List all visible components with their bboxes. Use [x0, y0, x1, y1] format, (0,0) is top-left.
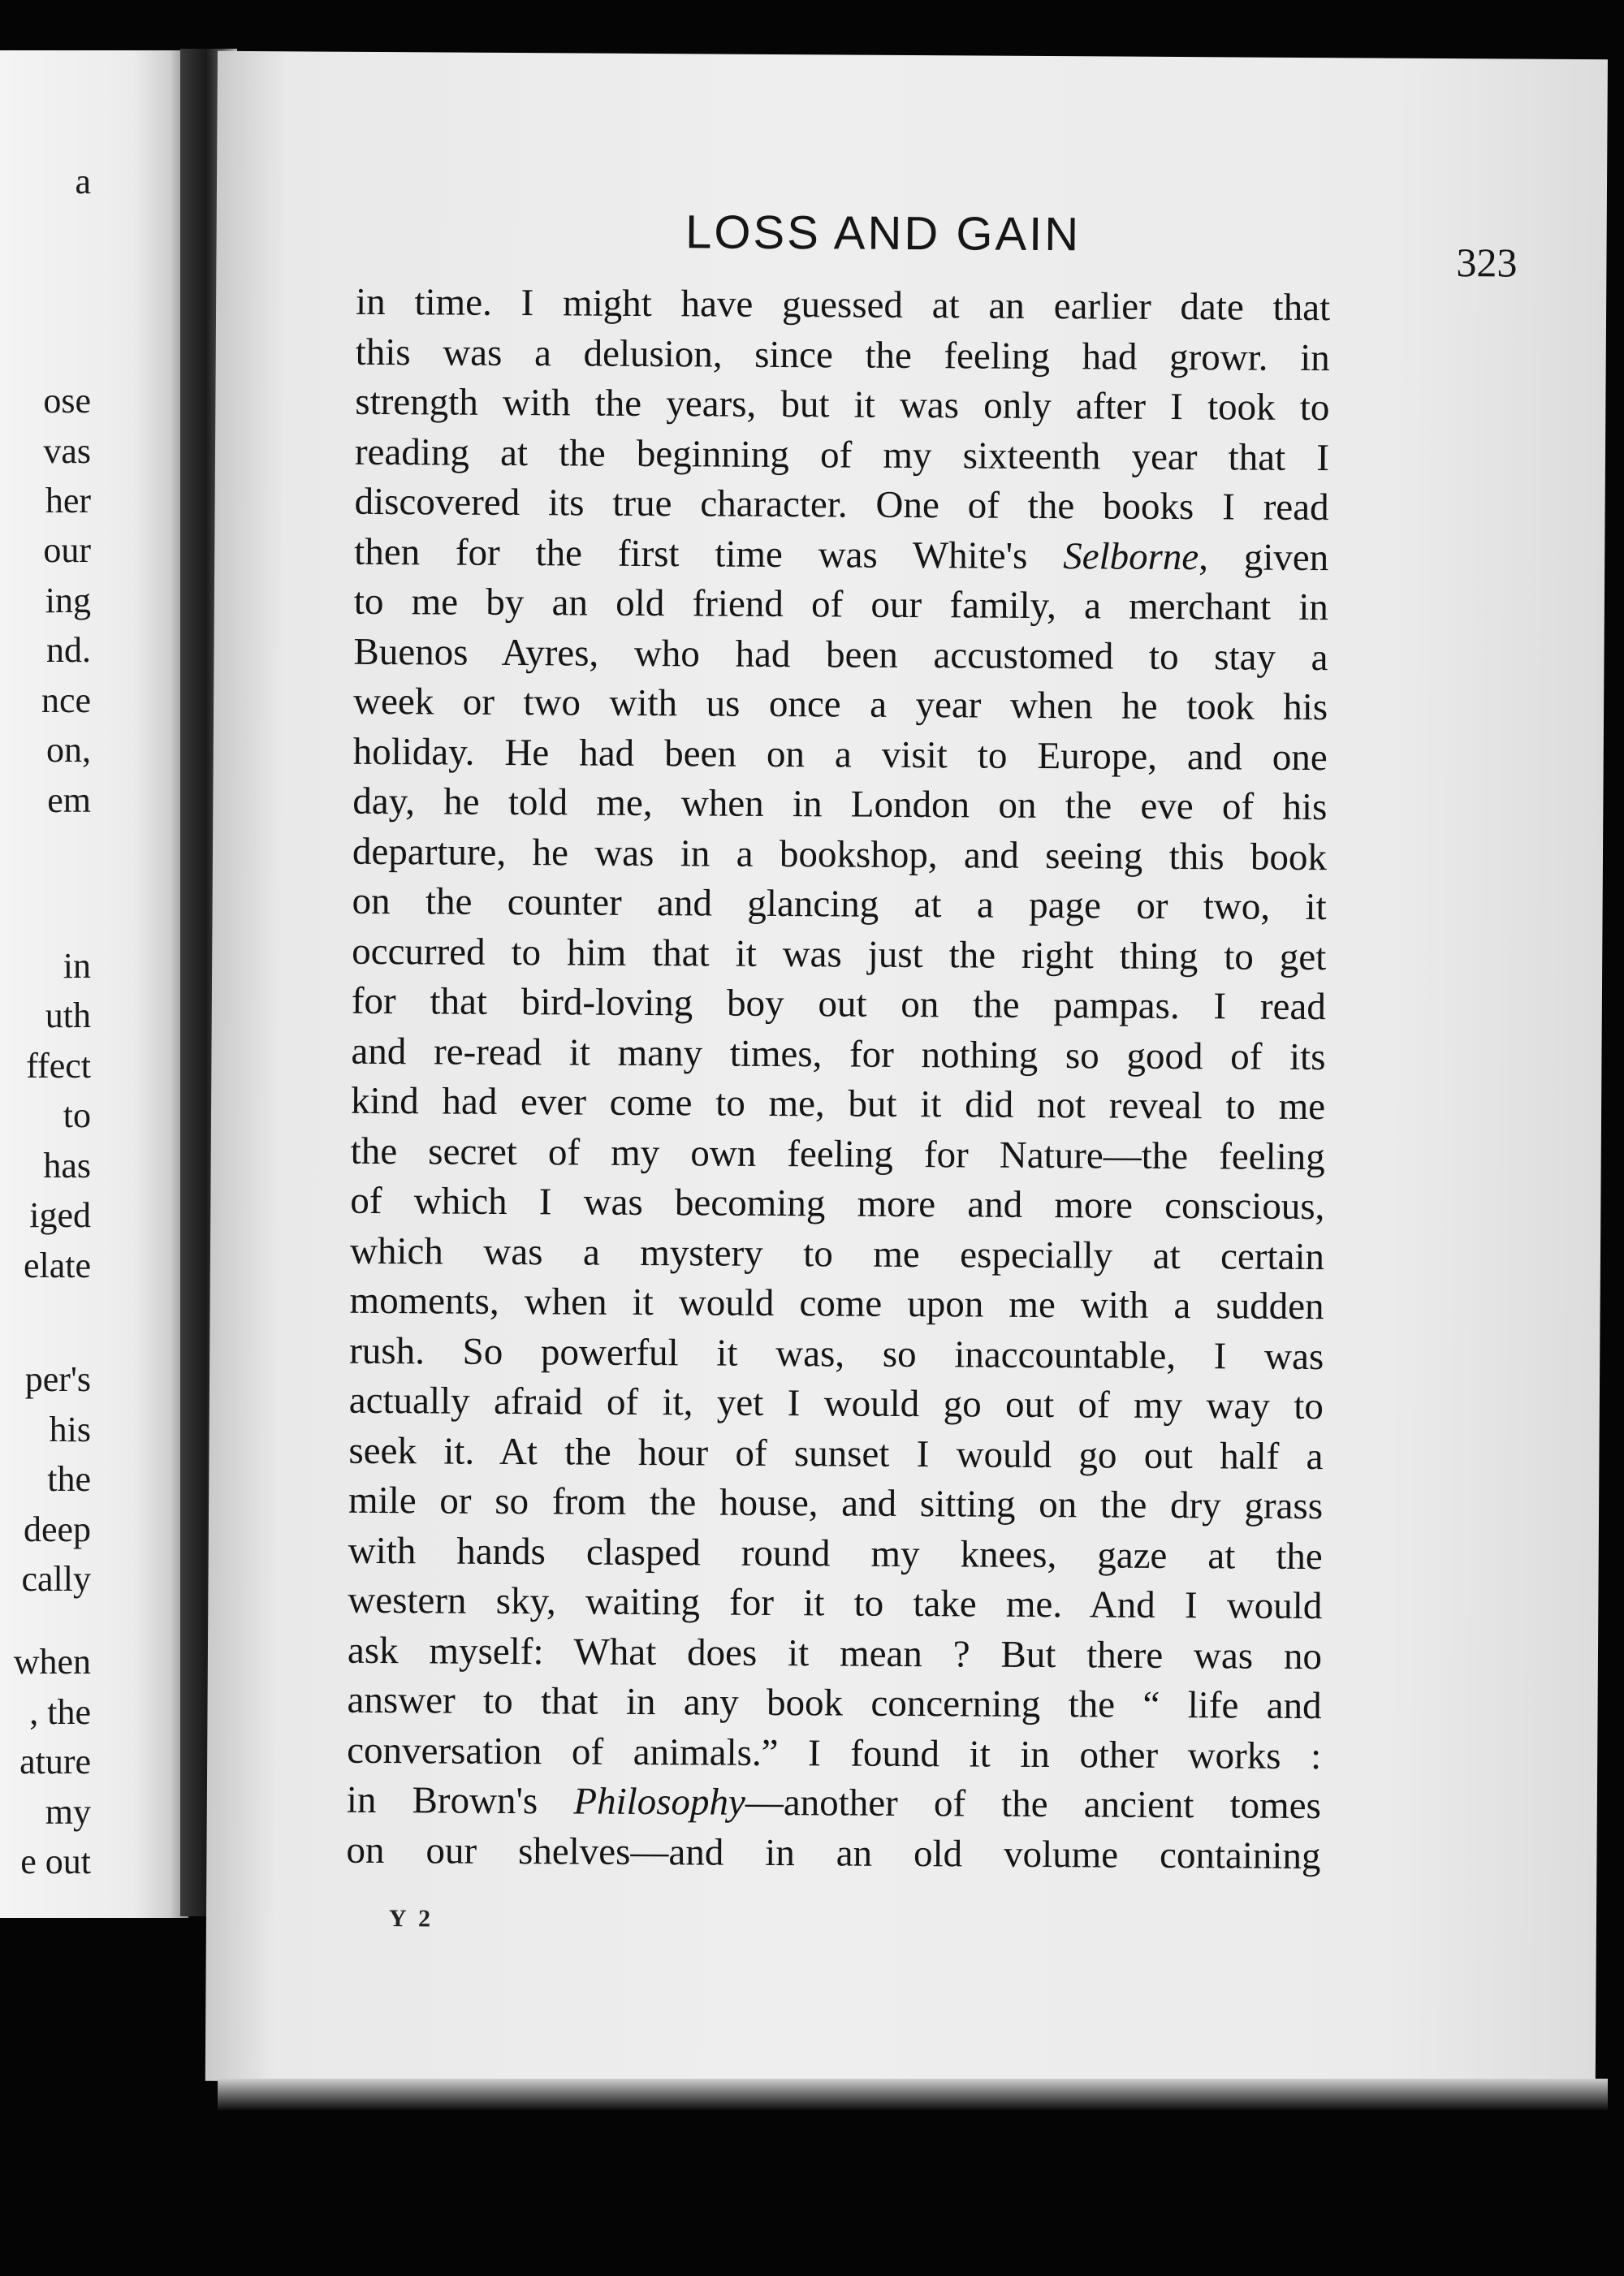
text-line: [348, 1576, 1322, 1632]
signature-mark: Y 2: [388, 1905, 434, 1933]
text-run: mile or so from the house, and sitting on the dry grass: [348, 1479, 1324, 1528]
text-line: [348, 1476, 1323, 1532]
text-run: kind had ever come to me, but it did not reveal to me: [350, 1079, 1326, 1129]
text-line: [348, 1526, 1323, 1582]
text-run: this was a delusion, since the feeling had growr. in: [355, 330, 1330, 379]
left-page-text-fragment: elate: [23, 1246, 91, 1285]
left-page-text-fragment: when: [13, 1642, 91, 1682]
text-line: [347, 1776, 1321, 1832]
text-run: and re-read it many times, for nothing so good of its: [351, 1030, 1326, 1078]
text-line: [356, 327, 1330, 383]
text-run: , given: [1199, 535, 1329, 579]
left-page-text-fragment: the: [47, 1459, 91, 1499]
left-page-text-fragment: to: [63, 1095, 91, 1135]
left-page-text-fragment: vas: [43, 431, 91, 471]
left-page-text-fragment: ing: [45, 581, 91, 620]
text-line: [353, 727, 1328, 783]
text-run: discovered its true character. One of the books I read: [354, 480, 1329, 529]
text-line: [355, 378, 1329, 434]
text-run: of which I was becoming more and more conscious,: [350, 1179, 1325, 1229]
left-page-text-fragment: per's: [24, 1359, 91, 1399]
left-page-text-fragment: ffect: [26, 1046, 91, 1086]
text-run: seek it. At the hour of sunset I would go out half a: [348, 1429, 1324, 1478]
text-run: with hands clasped round my knees, gaze at the: [348, 1529, 1323, 1578]
running-head: [216, 202, 1606, 265]
text-run: ask myself: What does it mean ? But there was no: [347, 1629, 1323, 1678]
text-run: western sky, waiting for it to take me. And I would: [348, 1579, 1323, 1628]
previous-page-edge: [0, 50, 188, 1918]
text-line: [349, 1326, 1324, 1382]
text-run: conversation of animals.” I found it in other works :: [347, 1729, 1322, 1777]
left-page-text-fragment: ature: [19, 1742, 91, 1781]
text-line: [352, 977, 1326, 1033]
running-head-title: LOSS AND GAIN: [685, 205, 1082, 261]
text-line: [352, 777, 1327, 833]
text-run: to me by an old friend of our family, a merchant in: [353, 580, 1329, 629]
text-line: [346, 1825, 1320, 1881]
text-run: departure, he was in a bookshop, and seeing this book: [352, 830, 1328, 879]
text-run: strength with the years, but it was only after I took to: [355, 380, 1330, 430]
text-run: rush. So powerful it was, so inaccountable, I was: [349, 1329, 1324, 1378]
text-line: [351, 1026, 1325, 1082]
text-line: [354, 577, 1328, 633]
text-run: in time. I might have guessed at an earlier date that: [355, 280, 1331, 330]
left-page-text-fragment: nd.: [46, 630, 91, 670]
left-page-text-fragment: my: [45, 1792, 91, 1832]
text-line: [347, 1725, 1321, 1781]
text-run: holiday. He had been on a visit to Europe, and one: [352, 730, 1328, 779]
text-line: [351, 1126, 1325, 1182]
text-line: [354, 477, 1328, 533]
text-run: which was a mystery to me especially at certain: [349, 1229, 1325, 1278]
text-line: [353, 677, 1328, 733]
left-page-text-fragment: nce: [41, 680, 91, 720]
page-bottom-edge: [218, 2079, 1608, 2111]
text-run: answer to that in any book concerning the “ life and: [347, 1678, 1322, 1728]
left-page-text-fragment: , the: [29, 1692, 91, 1732]
text-run: on the counter and glancing at a page or two, it: [352, 879, 1327, 929]
text-run: then for the first time was White's: [354, 530, 1064, 577]
text-line: [352, 827, 1327, 883]
text-line: [350, 1226, 1324, 1282]
text-line: [351, 1077, 1325, 1133]
text-line: [348, 1626, 1322, 1682]
left-page-text-fragment: his: [49, 1410, 91, 1449]
text-run: actually afraid of it, yet I would go out of my way to: [348, 1379, 1324, 1428]
left-page-text-fragment: in: [63, 946, 91, 986]
body-text: [346, 278, 1330, 1881]
text-run: —another of the ancient tomes: [745, 1781, 1322, 1828]
left-page-text-fragment: has: [43, 1146, 91, 1186]
text-run: moments, when it would come upon me with a sudden: [349, 1279, 1324, 1328]
text-run: for that bird-loving boy out on the pampas. I read: [351, 979, 1327, 1029]
left-page-text-fragment: our: [43, 530, 91, 570]
left-page-text-fragment: deep: [23, 1509, 91, 1549]
italic-title: Philosophy: [573, 1780, 746, 1824]
text-line: [348, 1426, 1323, 1482]
book-page: [205, 51, 1608, 2089]
left-page-text-fragment: iged: [29, 1195, 91, 1235]
left-page-text-fragment: her: [45, 481, 91, 520]
text-run: on our shelves—and in an old volume containing: [346, 1829, 1321, 1877]
italic-title: Selborne: [1063, 534, 1199, 578]
text-line: [352, 926, 1326, 983]
text-line: [350, 1177, 1324, 1233]
text-run: day, he told me, when in London on the eve of his: [352, 780, 1328, 829]
text-run: occurred to him that it was just the right thing to get: [352, 930, 1327, 978]
text-run: the secret of my own feeling for Nature—the feeling: [350, 1129, 1325, 1178]
text-line: [353, 627, 1328, 683]
text-line: [356, 278, 1330, 334]
text-line: [349, 1276, 1324, 1332]
text-line: [354, 527, 1328, 583]
left-page-text-fragment: em: [47, 780, 91, 820]
left-page-text-fragment: uth: [45, 995, 91, 1035]
text-run: in Brown's: [346, 1778, 574, 1823]
left-page-text-fragment: a: [75, 162, 91, 201]
text-line: [349, 1376, 1324, 1432]
left-page-text-fragment: e out: [20, 1842, 91, 1881]
left-page-text-fragment: ose: [43, 381, 91, 421]
text-run: reading at the beginning of my sixteenth year that I: [354, 430, 1330, 479]
left-page-text-fragment: on,: [46, 730, 91, 770]
text-line: [347, 1676, 1321, 1732]
text-run: week or two with us once a year when he took his: [352, 680, 1328, 729]
page-number: 323: [1456, 240, 1518, 286]
text-line: [355, 427, 1329, 483]
text-line: [352, 877, 1326, 933]
left-page-text-fragment: cally: [21, 1559, 91, 1599]
text-run: Buenos Ayres, who had been accustomed to stay a: [353, 630, 1328, 679]
